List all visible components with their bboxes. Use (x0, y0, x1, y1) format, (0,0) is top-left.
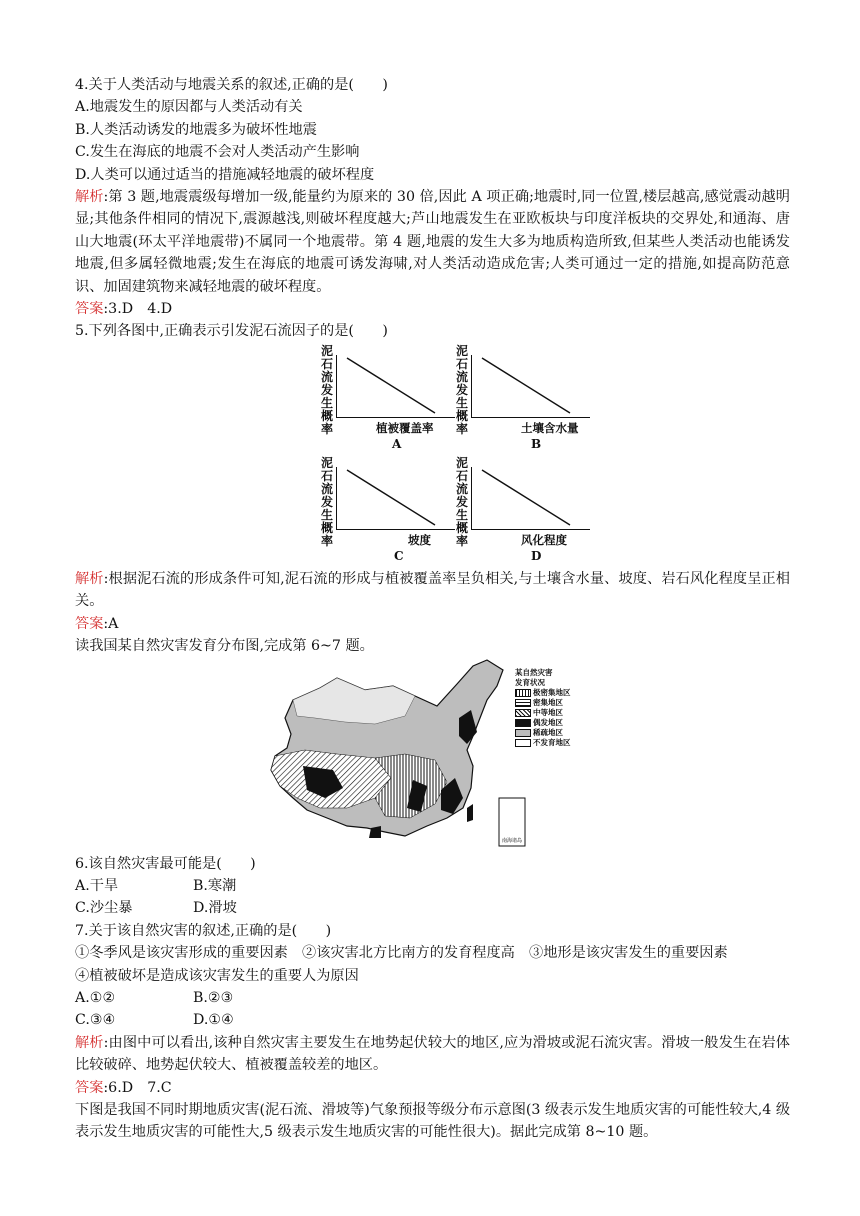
figure-panel-b (455, 345, 655, 455)
question-7-stem: 7.关于该自然灾害的叙述,正确的是( ) (75, 922, 332, 939)
question-4-stem: 4.关于人类活动与地震关系的叙述,正确的是( ) (75, 77, 388, 93)
legend-item (515, 708, 571, 718)
legend-item (515, 688, 571, 698)
swatch-none (515, 739, 531, 747)
answer-label: 答案 (75, 615, 104, 632)
answer-label: 答案 (75, 1079, 104, 1096)
legend-label: 稀疏地区 (533, 727, 563, 737)
panel-d-xlabel: 风化程度 (521, 532, 567, 547)
panel-c-axes (336, 467, 455, 530)
q7-statements-1: ①冬季风是该灾害形成的重要因素 ②该灾害北方比南方的发育程度高 ③地形是该灾害发生的重要因素 (75, 945, 728, 962)
answer-3-4 (75, 298, 790, 320)
panel-c-ylabel: 泥石流发生概率 (320, 455, 333, 548)
legend-item (515, 698, 571, 708)
analysis-label: 解析 (75, 189, 104, 206)
legend-title-line2: 发育状况 (515, 677, 545, 687)
legend-label: 偶发地区 (533, 717, 563, 727)
panel-a-axes (336, 355, 455, 418)
panel-b-letter: B (531, 436, 542, 451)
answer-label: 答案 (75, 301, 104, 318)
panel-c-xlabel: 坡度 (408, 532, 431, 547)
answer-6-7 (75, 1077, 790, 1099)
q7-option-b: B.②③ (193, 989, 234, 1006)
q4-option-b: B.人类活动诱发的地震多为破坏性地震 (75, 121, 317, 138)
figure-panel-d (455, 457, 655, 567)
debris-flow-figures (75, 343, 790, 568)
intro-8-10: 下图是我国不同时期地质灾害(泥石流、滑坡等)气象预报等级分布示意图(3 级表示发生地质灾害的可能性较大,4 级表示发生地质灾害的可能性大,5 级表示发生地质灾害的可能性很大)。据此完成第 8~10 题。 (75, 1101, 791, 1141)
panel-d-curve (472, 467, 590, 529)
q6-options-row-2 (75, 897, 790, 919)
question-5-stem: 5.下列各图中,正确表示引发泥石流因子的是( ) (75, 323, 388, 340)
answer-text: :6.D 7.C (103, 1079, 172, 1096)
q7-option-d: D.①④ (193, 1012, 234, 1029)
q4-option-c: C.发生在海底的地震不会对人类活动产生影响 (75, 144, 360, 161)
panel-d-letter: D (531, 548, 542, 563)
intro-6-7: 读我国某自然灾害发育分布图,完成第 6~7 题。 (75, 638, 374, 655)
q7-options-row-2 (75, 1009, 790, 1031)
q4-option-a: A.地震发生的原因都与人类活动有关 (75, 99, 303, 116)
q7-option-c: C.③④ (75, 1012, 116, 1029)
panel-b-axes (471, 355, 590, 418)
q6-option-d: D.滑坡 (193, 900, 237, 917)
q6-option-c: C.沙尘暴 (75, 900, 133, 917)
panel-a-curve (337, 355, 455, 417)
q7-statements-2: ④植被破坏是造成该灾害发生的重要人为原因 (75, 967, 359, 984)
question-6-stem: 6.该自然灾害最可能是( ) (75, 855, 256, 872)
q6-options-row-1 (75, 875, 790, 897)
q6-option-a: A.干旱 (75, 877, 119, 894)
panel-d-axes (471, 467, 590, 530)
legend-title-line1: 某自然灾害 (515, 667, 553, 677)
analysis-text: :第 3 题,地震震级每增加一级,能量约为原来的 30 倍,因此 A 项正确;地震时,同一位置,楼层越高,感觉震动越明显;其他条件相同的情况下,震源越浅,则破坏程度越大;芦山地震发生在亚欧板块与印度洋板块的交界处,和通海、唐山大地震(环太平洋地震带)不属同一个地震带。第 4 题,地震的发生大多为地质构造所致,但某些人类活动也能诱发地震,但多属轻微地震;发生在海底的地震可诱发海啸,对人类活动造成危害;人类可通过一定的措施,如提高防范意识、加固建筑物来减轻地震的破坏程度。 (75, 189, 790, 295)
panel-b-curve (472, 355, 590, 417)
analysis-text: :根据泥石流的形成条件可知,泥石流的形成与植被覆盖率呈负相关,与土壤含水量、坡度、岩石风化程度呈正相关。 (75, 570, 790, 610)
panel-a-letter: A (392, 436, 402, 451)
analysis-5 (75, 568, 790, 613)
analysis-text: :由图中可以看出,该种自然灾害主要发生在地势起伏较大的地区,应为滑坡或泥石流灾害。滑坡一般发生在岩体比较破碎、地势起伏较大、植被覆盖较差的地区。 (75, 1034, 790, 1074)
swatch-medium (515, 709, 531, 717)
disaster-distribution-map (75, 658, 790, 853)
document-page (75, 74, 790, 1144)
answer-5 (75, 613, 790, 635)
swatch-dense (515, 699, 531, 707)
map-legend (515, 668, 571, 748)
panel-b-xlabel: 土壤含水量 (521, 420, 579, 435)
panel-a-ylabel: 泥石流发生概率 (320, 343, 333, 436)
swatch-occasional (515, 719, 531, 727)
legend-item (515, 718, 571, 728)
q7-option-a: A.①② (75, 989, 116, 1006)
panel-b-ylabel: 泥石流发生概率 (455, 343, 468, 436)
panel-c-letter: C (394, 548, 404, 563)
q7-options-row-1 (75, 987, 790, 1009)
legend-label: 不发育地区 (533, 737, 571, 747)
analysis-label: 解析 (75, 570, 104, 587)
answer-text: :3.D 4.D (103, 301, 173, 318)
analysis-label: 解析 (75, 1034, 104, 1051)
swatch-very-dense (515, 689, 531, 697)
swatch-sparse (515, 729, 531, 737)
analysis-6-7 (75, 1032, 790, 1077)
legend-item (515, 728, 571, 738)
analysis-3-4 (75, 186, 790, 298)
legend-item (515, 738, 571, 748)
map-inset-label: 南海诸岛 (501, 837, 523, 844)
panel-d-ylabel: 泥石流发生概率 (455, 455, 468, 548)
legend-label: 密集地区 (533, 697, 563, 707)
china-map-graphic (75, 658, 790, 853)
answer-text: :A (103, 615, 119, 632)
panel-a-xlabel: 植被覆盖率 (376, 420, 434, 435)
q4-option-d: D.人类可以通过适当的措施减轻地震的破坏程度 (75, 166, 375, 183)
legend-label: 中等地区 (533, 707, 563, 717)
q6-option-b: B.寒潮 (193, 877, 237, 894)
legend-label: 极密集地区 (533, 687, 571, 697)
panel-c-curve (337, 467, 455, 529)
